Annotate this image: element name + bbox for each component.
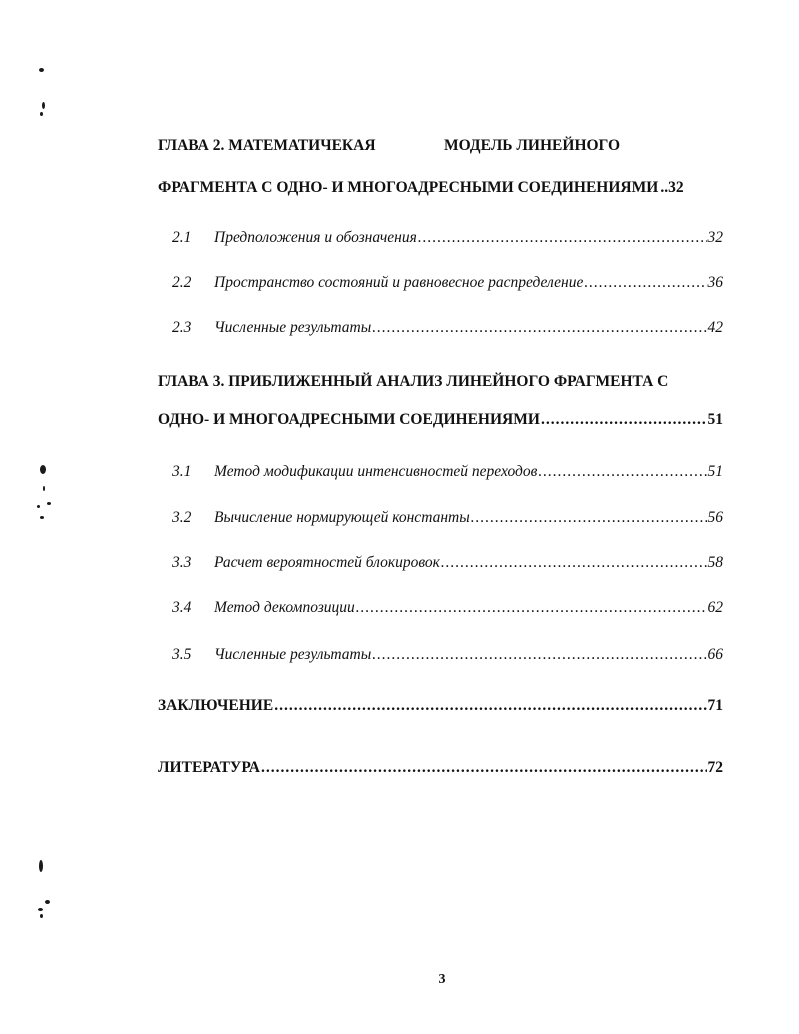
section-number: 3.1 — [172, 463, 192, 480]
toc-entry-3-5[interactable] — [172, 645, 723, 665]
scan-speck — [47, 502, 51, 505]
chapter2-leader: .. — [660, 179, 669, 196]
chapter3-heading-line2[interactable] — [158, 410, 723, 430]
section-number: 3.5 — [172, 646, 192, 663]
scan-speck — [39, 860, 43, 872]
dot-leader — [538, 462, 706, 482]
chapter2-heading-line2[interactable] — [158, 178, 723, 198]
toc-entry-3-4[interactable] — [172, 598, 723, 618]
section-title: Метод декомпозиции — [214, 599, 355, 616]
literature-page: 72 — [707, 759, 723, 776]
chapter2-title-part2: МОДЕЛЬ ЛИНЕЙНОГО — [444, 137, 621, 154]
section-number: 3.4 — [172, 599, 192, 616]
scan-speck — [42, 102, 45, 109]
scan-speck — [45, 900, 50, 904]
dot-leader — [356, 598, 707, 618]
chapter3-title-line1: ГЛАВА 3. ПРИБЛИЖЕННЫЙ АНАЛИЗ ЛИНЕЙНОГО ФРАГМЕНТА С — [158, 373, 669, 390]
section-title: Численные результаты — [214, 319, 372, 336]
dot-leader — [372, 645, 706, 665]
conclusion-title: ЗАКЛЮЧЕНИЕ — [158, 697, 274, 714]
section-title: Численные результаты — [214, 646, 372, 663]
section-page: 58 — [707, 554, 723, 571]
section-title: Расчет вероятностей блокировок — [214, 554, 440, 571]
scan-speck — [40, 465, 46, 474]
section-number: 2.1 — [172, 229, 192, 246]
chapter2-page: 32 — [668, 179, 684, 196]
section-page: 56 — [707, 509, 723, 526]
section-page: 51 — [707, 463, 723, 480]
toc-entry-literature[interactable] — [158, 758, 723, 778]
dot-leader — [441, 553, 707, 573]
toc-entry-2-1[interactable] — [172, 228, 723, 248]
chapter3-page: 51 — [707, 411, 723, 428]
section-number: 2.2 — [172, 274, 192, 291]
toc-entry-3-3[interactable] — [172, 553, 723, 573]
chapter3-heading-line1 — [158, 372, 723, 392]
chapter3-title-line2: ОДНО- И МНОГОАДРЕСНЫМИ СОЕДИНЕНИЯМИ — [158, 411, 540, 428]
chapter2-title-part1: ГЛАВА 2. МАТЕМАТИЧЕКАЯ — [158, 137, 376, 154]
toc-entry-3-2[interactable] — [172, 508, 723, 528]
section-page: 36 — [707, 274, 723, 291]
scan-speck — [37, 505, 40, 508]
section-page: 32 — [707, 229, 723, 246]
toc-entry-2-3[interactable] — [172, 318, 723, 338]
section-page: 66 — [707, 646, 723, 663]
conclusion-page: 71 — [707, 697, 723, 714]
scan-speck — [40, 914, 43, 918]
scan-speck — [38, 908, 43, 911]
chapter2-title-line2: ФРАГМЕНТА С ОДНО- И МНОГОАДРЕСНЫМИ СОЕДИНЕНИЯМИ — [158, 179, 659, 196]
literature-title: ЛИТЕРАТУРА — [158, 759, 260, 776]
dot-leader — [471, 508, 707, 528]
toc-entry-3-1[interactable] — [172, 462, 723, 482]
section-number: 3.3 — [172, 554, 192, 571]
dot-leader — [372, 318, 706, 338]
section-title: Пространство состояний и равновесное распределение — [214, 274, 584, 291]
scan-speck — [43, 486, 45, 491]
section-page: 42 — [707, 319, 723, 336]
section-title: Вычисление нормирующей константы — [214, 509, 470, 526]
toc-entry-conclusion[interactable] — [158, 696, 723, 716]
page-number: 3 — [438, 972, 446, 987]
scan-speck — [40, 516, 44, 519]
toc-entry-2-2[interactable] — [172, 273, 723, 293]
scan-speck — [40, 112, 43, 116]
section-number: 2.3 — [172, 319, 192, 336]
chapter2-heading-line1 — [158, 136, 723, 156]
section-number: 3.2 — [172, 509, 192, 526]
section-page: 62 — [707, 599, 723, 616]
dot-leader — [418, 228, 707, 248]
dot-leader — [584, 273, 706, 293]
dot-leader — [261, 758, 707, 778]
dot-leader — [274, 696, 706, 716]
scan-speck — [39, 68, 44, 72]
dot-leader — [541, 410, 707, 430]
section-title: Метод модификации интенсивностей переходов — [214, 463, 538, 480]
section-title: Предположения и обозначения — [214, 229, 417, 246]
